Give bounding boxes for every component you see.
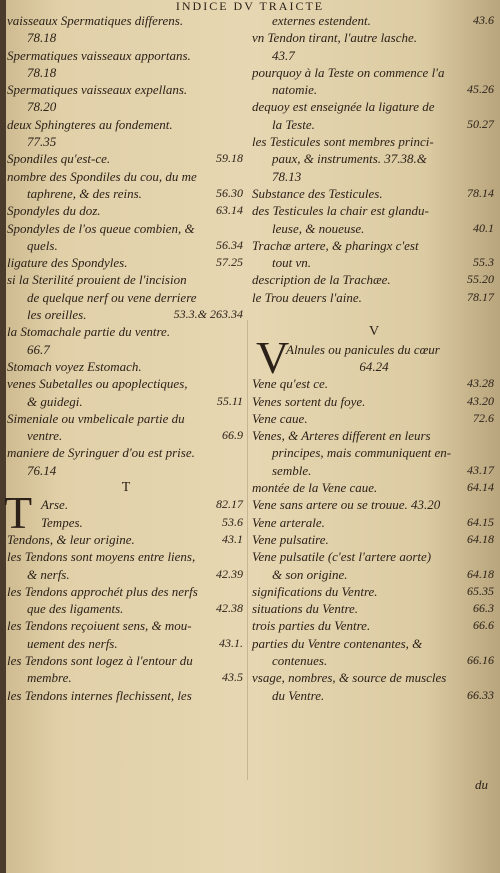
- entry-text: Venes, & Arteres different en leurs: [252, 428, 431, 444]
- section-heading: [7, 479, 245, 496]
- entry-text: Tendons, & leur origine.: [7, 531, 135, 547]
- index-entry: [252, 81, 496, 98]
- entry-text: les Tendons reçoiuent sens, & mou-: [7, 618, 192, 634]
- index-entry: [252, 652, 496, 669]
- entry-text: trois parties du Ventre.: [252, 618, 371, 634]
- index-entry: [7, 254, 245, 271]
- entry-text: Vene sans artere ou se trouue. 43.20: [252, 497, 441, 513]
- entry-text: Vene arterale.: [252, 514, 325, 530]
- page-reference: 45.26: [467, 82, 494, 97]
- index-entry: [7, 600, 245, 617]
- entry-text: de quelque nerf ou vene derriere: [27, 289, 197, 305]
- index-entry: [7, 427, 245, 444]
- entry-text: si la Sterilité prouient de l'incision: [7, 272, 187, 288]
- page-reference: 66.6: [473, 618, 494, 633]
- entry-text: natomie.: [272, 82, 318, 98]
- entry-text: Simeniale ou vmbelicale partie du: [7, 410, 185, 426]
- index-entry: [7, 531, 245, 548]
- index-entry: [7, 341, 245, 358]
- index-entry: [252, 410, 496, 427]
- entry-text: le Trou deuers l'aine.: [252, 289, 362, 305]
- index-entry: [252, 289, 496, 306]
- entry-text: des Testicules la chair est glandu-: [252, 203, 429, 219]
- entry-text: & nerfs.: [27, 566, 70, 582]
- page-reference: 43.17: [467, 462, 494, 477]
- index-entry: [252, 220, 496, 237]
- entry-text: ventre.: [27, 428, 63, 444]
- page-reference: 40.1: [473, 220, 494, 235]
- page-reference: 43.20: [467, 393, 494, 408]
- page-reference: 56.30: [216, 185, 243, 200]
- index-entry: [7, 220, 245, 237]
- entry-text: Spondyles de l'os queue combien, &: [7, 220, 195, 236]
- index-entry: [252, 427, 496, 444]
- index-entry: [252, 185, 496, 202]
- index-entry: [7, 393, 245, 410]
- entry-text: Substance des Testicules.: [252, 185, 383, 201]
- entry-text: nombre des Spondiles du cou, du me: [7, 168, 197, 184]
- dropcap-v: V: [256, 332, 290, 383]
- index-entry: [7, 496, 245, 513]
- index-entry: [252, 64, 496, 81]
- index-entry: [7, 12, 245, 29]
- entry-text: externes estendent.: [272, 13, 371, 28]
- entry-text: Arse.: [41, 497, 69, 513]
- entry-text: 78.18: [27, 30, 57, 46]
- index-entry: [7, 237, 245, 254]
- entry-text: 43.7: [272, 47, 295, 63]
- entry-text: montée de la Vene caue.: [252, 480, 378, 496]
- index-entry: [7, 47, 245, 64]
- index-entry: [7, 168, 245, 185]
- page-reference: 42.38: [216, 601, 243, 616]
- page-reference: 57.25: [216, 255, 243, 270]
- running-header: INDICE DV TRAICTE: [175, 0, 325, 13]
- entry-text: quels.: [27, 237, 58, 253]
- entry-text: Spermatiques vaisseaux apportans.: [7, 47, 191, 63]
- entry-text: Alnules ou panicules du cœur: [286, 341, 440, 357]
- index-entry: [7, 81, 245, 98]
- index-entry: [7, 150, 245, 167]
- index-entry: [252, 116, 496, 133]
- page-reference: 55.3: [473, 255, 494, 270]
- page-reference: 65.35: [467, 583, 494, 598]
- entry-text: les oreilles.: [27, 307, 87, 323]
- index-entry: [252, 98, 496, 115]
- entry-text: & guidegi.: [27, 393, 83, 409]
- entry-text: Venes sortent du foye.: [252, 393, 366, 409]
- entry-text: situations du Ventre.: [252, 601, 359, 617]
- page-reference: 50.27: [467, 116, 494, 131]
- entry-text: & son origine.: [272, 566, 348, 582]
- index-entry: [252, 202, 496, 219]
- page-reference: 66.33: [467, 687, 494, 702]
- entry-text: membre.: [27, 670, 72, 686]
- page-reference: 43.1.: [219, 635, 243, 650]
- index-entry: [252, 669, 496, 686]
- entry-text: principes, mais communiquent en-: [272, 445, 452, 461]
- index-entry: [252, 444, 496, 461]
- index-entry: [252, 600, 496, 617]
- index-entry: [7, 444, 245, 461]
- index-entry: [7, 185, 245, 202]
- index-entry: [252, 254, 496, 271]
- page-reference: 64.18: [467, 531, 494, 546]
- index-entry: [7, 64, 245, 81]
- index-entry: [252, 514, 496, 531]
- page-reference: 42.39: [216, 566, 243, 581]
- index-entry: [252, 12, 496, 29]
- page-reference: 72.6: [473, 410, 494, 425]
- entry-text: Trachæ artere, & pharingx c'est: [252, 237, 419, 253]
- index-entry: [7, 323, 245, 340]
- index-entry: [7, 410, 245, 427]
- entry-text: Vene pulsatile (c'est l'artere aorte): [252, 549, 432, 565]
- page-reference: 78.14: [467, 185, 494, 200]
- page-reference: 43.6: [473, 13, 494, 27]
- entry-text: les Testicules sont membres princi-: [252, 134, 434, 150]
- page-reference: 55.11: [216, 393, 243, 408]
- page-reference: 64.14: [467, 480, 494, 495]
- entry-text: description de la Trachæe.: [252, 272, 391, 288]
- index-entry: [252, 687, 496, 704]
- page-reference: 66.16: [467, 652, 494, 667]
- index-entry: [7, 98, 245, 115]
- entry-text: 78.13: [272, 168, 302, 184]
- entry-text: ligature des Spondyles.: [7, 255, 128, 271]
- entry-text: Stomach voyez Estomach.: [7, 358, 142, 374]
- entry-text: significations du Ventre.: [252, 583, 378, 599]
- entry-text: Spermatiques vaisseaux expellans.: [7, 82, 188, 98]
- entry-text: semble.: [272, 462, 312, 478]
- index-entry: [7, 133, 245, 150]
- index-entry: [252, 496, 496, 513]
- entry-text: T: [121, 480, 131, 496]
- index-entry: [252, 393, 496, 410]
- index-entry: [7, 306, 245, 323]
- entry-text: Spondyles du doz.: [7, 203, 101, 219]
- entry-text: Vene caue.: [252, 410, 308, 426]
- page-reference: 55.20: [467, 272, 494, 287]
- entry-text: leuse, & noueuse.: [272, 220, 365, 236]
- entry-text: parties du Ventre contenantes, &: [252, 635, 423, 651]
- index-entry: [252, 617, 496, 634]
- entry-text: que des ligaments.: [27, 601, 124, 617]
- index-entry: [252, 29, 496, 46]
- index-entry: [7, 375, 245, 392]
- index-entry: [7, 583, 245, 600]
- entry-text: 76.14: [27, 462, 57, 478]
- entry-text: la Stomachale partie du ventre.: [7, 324, 171, 340]
- entry-text: tout vn.: [272, 255, 311, 271]
- index-entry: [252, 168, 496, 185]
- index-entry: [7, 29, 245, 46]
- entry-text: pourquoy à la Teste on commence l'a: [252, 64, 445, 80]
- entry-text: les Tendons approchét plus des nerfs: [7, 583, 198, 599]
- page-reference: 66.3: [473, 601, 494, 616]
- entry-text: maniere de Syringuer d'ou est prise.: [7, 445, 195, 461]
- left-column: [7, 12, 245, 704]
- index-entry: [7, 202, 245, 219]
- page-reference: 63.14: [216, 203, 243, 218]
- index-entry: [7, 652, 245, 669]
- index-entry: [252, 566, 496, 583]
- index-entry: [252, 237, 496, 254]
- index-entry: [7, 635, 245, 652]
- index-entry: [7, 462, 245, 479]
- entry-text: Vene pulsatire.: [252, 531, 329, 547]
- entry-text: 64.24: [359, 358, 389, 374]
- entry-text: V: [368, 324, 380, 340]
- index-entry: [7, 617, 245, 634]
- entry-text: vaisseaux Spermatiques differens.: [7, 13, 184, 28]
- page-reference: 64.18: [467, 566, 494, 581]
- index-entry: [252, 583, 496, 600]
- page-reference: 56.34: [216, 237, 243, 252]
- catchword: du: [475, 777, 488, 792]
- page-reference: 53.6: [222, 514, 243, 529]
- page-reference: 64.15: [467, 514, 494, 529]
- entry-text: les Tendons sont logez à l'entour du: [7, 652, 193, 668]
- entry-text: vn Tendon tirant, l'autre lasche.: [252, 30, 418, 46]
- index-entry: [252, 479, 496, 496]
- entry-text: vsage, nombres, & source de muscles: [252, 670, 447, 686]
- index-entry: [7, 116, 245, 133]
- entry-text: les Tendons internes flechissent, les: [7, 687, 192, 703]
- entry-text: 66.7: [27, 341, 50, 357]
- entry-text: 78.18: [27, 64, 57, 80]
- page-reference: 59.18: [216, 151, 243, 166]
- entry-text: dequoy est enseignée la ligature de: [252, 99, 435, 115]
- page-reference: 78.17: [467, 289, 494, 304]
- entry-text: 77.35: [27, 134, 57, 150]
- entry-text: Spondiles qu'est-ce.: [7, 151, 111, 167]
- index-entry: [7, 358, 245, 375]
- index-entry: [252, 548, 496, 565]
- index-entry: [252, 462, 496, 479]
- entry-text: deux Sphingteres au fondement.: [7, 116, 173, 132]
- index-entry: [252, 150, 496, 167]
- entry-text: les Tendons sont moyens entre liens,: [7, 549, 196, 565]
- index-entry: [7, 669, 245, 686]
- entry-text: uement des nerfs.: [27, 635, 118, 651]
- entry-text: taphrene, & des reins.: [27, 185, 142, 201]
- index-entry: [7, 271, 245, 288]
- entry-text: Vene qu'est ce.: [252, 376, 329, 392]
- index-entry: [7, 687, 245, 704]
- index-entry: [252, 306, 496, 323]
- entry-text: du Ventre.: [272, 687, 325, 703]
- entry-text: la Teste.: [272, 116, 315, 132]
- page-reference: 43.5: [222, 670, 243, 685]
- entry-text: contenues.: [272, 652, 328, 668]
- index-entry: [7, 289, 245, 306]
- entry-text: Tempes.: [41, 514, 83, 530]
- index-entry: [7, 548, 245, 565]
- index-entry: [252, 133, 496, 150]
- page-reference: 66.9: [222, 428, 243, 443]
- index-entry: [252, 531, 496, 548]
- page-reference: 43.28: [467, 376, 494, 391]
- index-entry: [252, 47, 496, 64]
- page-reference: 53.3.& 263.34: [173, 307, 243, 322]
- page-reference: 43.1: [222, 531, 243, 546]
- index-entry: [7, 566, 245, 583]
- entry-text: paux, & instruments. 37.38.&: [272, 151, 427, 167]
- entry-text: 78.20: [27, 99, 57, 115]
- dropcap-t: T: [4, 487, 33, 538]
- page-reference: 82.17: [216, 497, 243, 512]
- page-binding-edge: [0, 0, 6, 873]
- column-gutter: [247, 320, 248, 780]
- index-entry: [252, 635, 496, 652]
- entry-text: venes Subetalles ou apoplectiques,: [7, 376, 188, 392]
- index-entry: [7, 514, 245, 531]
- index-entry: [252, 271, 496, 288]
